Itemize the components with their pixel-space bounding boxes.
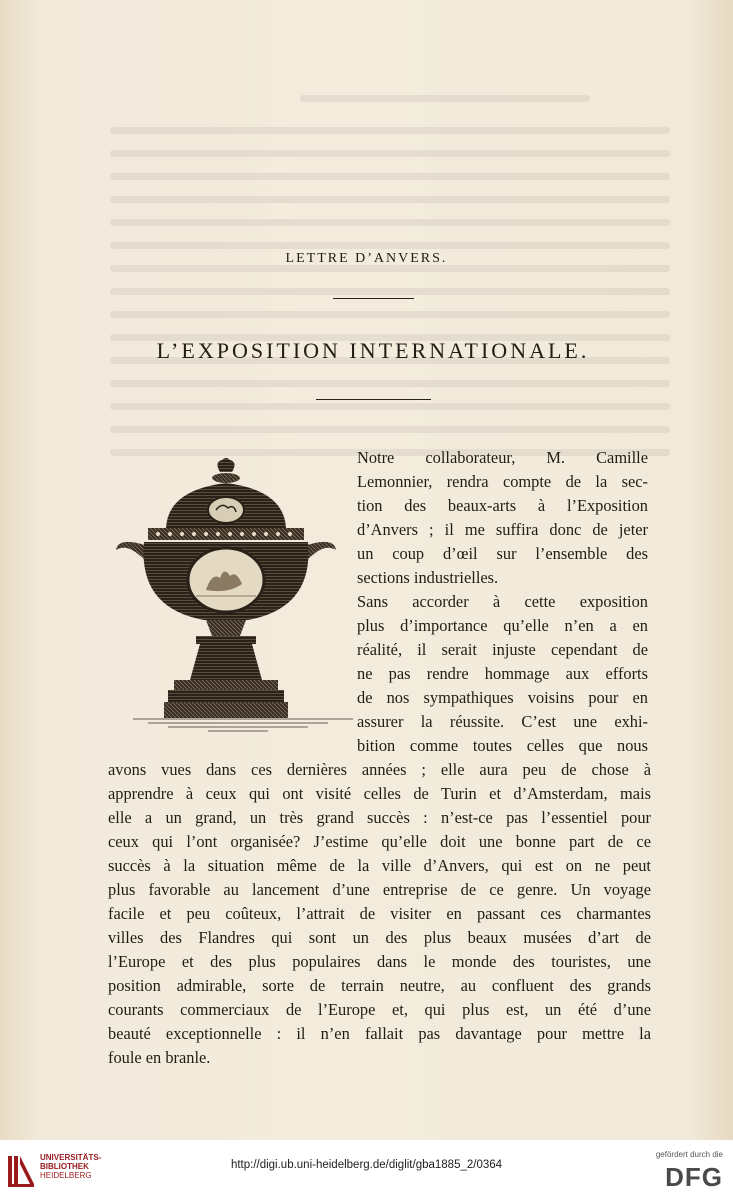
article-title: L’EXPOSITION INTERNATIONALE.	[156, 338, 590, 363]
paragraph-2-line: beauté exceptionnelle : il n’en fallait pas davantage pour mettre la	[108, 1024, 651, 1043]
paragraph-2-line: bition comme toutes celles que nous	[357, 736, 648, 755]
library-name-line: UNIVERSITÄTS-	[40, 1153, 102, 1162]
paragraph-1-line: tion des beaux-arts à l’Exposition	[357, 496, 648, 515]
paragraph-2-line: villes des Flandres qui sont un des plus beaux musées d’art de	[108, 928, 651, 947]
paragraph-1-line: d’Anvers ; il me suffira donc de jeter	[357, 520, 648, 539]
paragraph-2-line: avons vues dans ces dernières années ; elle aura peu de chose à	[108, 760, 651, 779]
permalink-url[interactable]: http://digi.ub.uni-heidelberg.de/diglit/gba1885_2/0364	[230, 1159, 503, 1171]
paragraph-2-line: plus favorable au lancement d’une entreprise de ce genre. Un voyage	[108, 880, 651, 899]
paragraph-2-line: apprendre à ceux qui ont visité celles de Turin et d’Amsterdam, mais	[108, 784, 651, 803]
paragraph-1-line: un coup d’œil sur l’ensemble des	[357, 544, 648, 563]
paragraph-2-line: Sans accorder à cette exposition	[357, 592, 648, 611]
paragraph-2-line: courants commerciaux de l’Europe et, qui plus est, un été d’une	[108, 1000, 651, 1019]
upper-rule	[333, 298, 414, 299]
section-kicker: LETTRE D’ANVERS.	[285, 251, 448, 266]
paragraph-2-line: ceux qui l’ont organisée? J’estime qu’elle doit une bonne part de ce	[108, 832, 651, 851]
paragraph-2-line: ne pas rendre hommage aux efforts	[357, 664, 648, 683]
lower-rule	[316, 399, 431, 400]
paragraph-1-line: Lemonnier, rendra compte de la sec-	[357, 472, 648, 491]
paragraph-2-line: elle a un grand, un très grand succès : n’est-ce pas l’essentiel pour	[108, 808, 651, 827]
library-name-line: BIBLIOTHEK	[40, 1162, 89, 1171]
paragraph-2-line: facile et peu coûteux, l’attrait de visiter en passant ces charmantes	[108, 904, 651, 923]
paragraph-2-line: plus d’importance qu’elle n’en a en	[357, 616, 648, 635]
library-name-line: HEIDELBERG	[40, 1171, 92, 1180]
paragraph-2-line: succès à la situation même de la ville d’Anvers, qui est on ne peut	[108, 856, 651, 875]
paragraph-2-line: assurer la réussite. C’est une exhi-	[357, 712, 648, 731]
paragraph-2-line: position admirable, sorte de terrain neutre, au confluent des grands	[108, 976, 651, 995]
funded-by-label: gefördert durch die	[655, 1150, 723, 1159]
paragraph-1-line: sections industrielles.	[357, 568, 499, 587]
paragraph-2-line: réalité, il serait injuste cependant de	[357, 640, 648, 659]
paragraph-2-line: foule en branle.	[108, 1048, 211, 1067]
vase-illustration	[108, 458, 353, 748]
paragraph-2-line: l’Europe et des plus populaires dans le monde des touristes, une	[108, 952, 651, 971]
paragraph-2-line: de nos sympathiques voisins pour en	[357, 688, 648, 707]
dfg-logo: DFG	[665, 1162, 723, 1192]
paragraph-1-line: Notre collaborateur, M. Camille	[357, 448, 648, 467]
